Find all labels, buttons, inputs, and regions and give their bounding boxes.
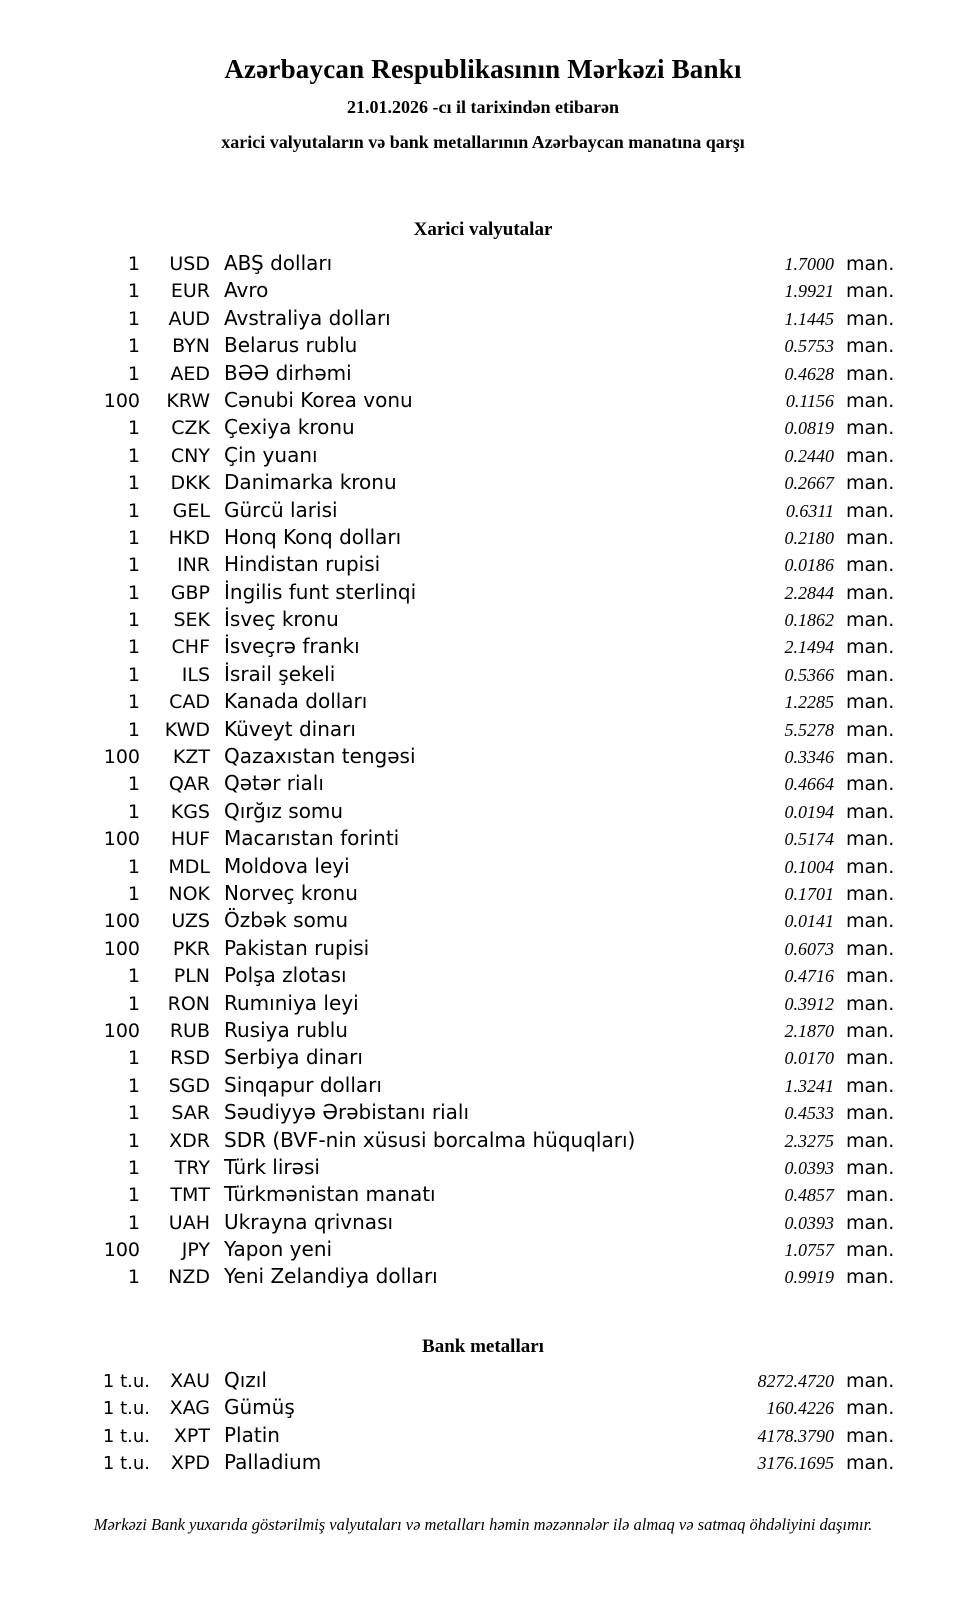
rate-units: 1 <box>127 253 140 275</box>
rate-value: 0.0819 <box>784 418 834 439</box>
rate-value: 1.1445 <box>784 308 834 329</box>
currency-row <box>58 470 908 497</box>
rate-unit-label: man. <box>846 828 895 851</box>
rate-value: 0.0393 <box>784 1157 834 1178</box>
rate-units: 1 <box>127 855 140 878</box>
rate-unit-label: man. <box>846 1452 895 1475</box>
currency-row <box>58 552 908 579</box>
currency-row <box>58 963 908 990</box>
currency-row <box>58 908 908 935</box>
rate-units: 1 <box>127 526 140 549</box>
rate-units: 100 <box>103 746 140 769</box>
rate-value: 1.0757 <box>784 1240 834 1261</box>
rate-value: 0.0141 <box>784 911 834 932</box>
currency-name: Qırğız somu <box>224 798 344 823</box>
rate-unit-label: man. <box>846 389 895 412</box>
currencies-table <box>58 251 908 1292</box>
rate-value: 0.4533 <box>784 1103 834 1124</box>
currency-code: CHF <box>171 636 210 659</box>
currency-code: BYN <box>172 335 210 358</box>
rate-unit-label: man. <box>846 691 895 714</box>
currency-name: Sinqapur dolları <box>224 1072 382 1097</box>
currency-name: Türkmənistan manatı <box>224 1182 436 1207</box>
currency-code: XAG <box>169 1397 210 1420</box>
currency-name: Moldova leyi <box>224 853 350 878</box>
rate-units: 1 <box>127 663 140 686</box>
rate-units: 1 <box>127 1156 140 1179</box>
currency-name: Platin <box>224 1422 280 1447</box>
rate-unit-label: man. <box>846 882 895 905</box>
currency-name: Səudiyyə Ərəbistanı rialı <box>224 1100 470 1125</box>
metal-row <box>58 1368 908 1395</box>
rate-units: 1 <box>127 882 140 905</box>
rate-units: 1 <box>127 718 140 741</box>
rate-units: 1 <box>127 609 140 632</box>
rate-unit-label: man. <box>846 663 895 686</box>
rate-value: 0.6073 <box>784 938 834 959</box>
rate-unit-label: man. <box>846 773 895 796</box>
currency-code: PLN <box>173 965 210 988</box>
currency-row <box>58 936 908 963</box>
currency-code: AED <box>170 362 210 385</box>
rate-units: 1 <box>127 992 140 1015</box>
rate-value: 0.2180 <box>784 527 834 548</box>
currency-code: RON <box>167 992 210 1015</box>
rate-units: 100 <box>103 828 140 851</box>
rate-unit-label: man. <box>846 1239 895 1262</box>
rate-unit-label: man. <box>846 1129 895 1152</box>
rate-value: 0.4857 <box>784 1185 834 1206</box>
rate-unit-label: man. <box>846 472 895 495</box>
currency-name: Danimarka kronu <box>224 470 397 495</box>
currency-code: XDR <box>169 1129 210 1152</box>
currency-name: Avstraliya dolları <box>224 305 391 330</box>
document-date-line: 21.01.2026 -cı il tarixindən etibarən <box>347 97 619 117</box>
currency-code: INR <box>176 554 210 577</box>
rate-value: 0.1701 <box>784 883 834 904</box>
rate-units: 1 <box>127 362 140 385</box>
currency-name: Türk lirəsi <box>224 1154 320 1179</box>
rate-unit-label: man. <box>846 526 895 549</box>
currency-code: PKR <box>172 937 210 960</box>
currency-row <box>58 854 908 881</box>
metals-table <box>58 1368 908 1478</box>
rate-value: 3176.1695 <box>757 1453 834 1474</box>
rate-value: 0.5753 <box>784 336 834 357</box>
rate-value: 4178.3790 <box>757 1425 834 1446</box>
rate-units: 1 <box>127 773 140 796</box>
rate-units: 1 <box>127 280 140 303</box>
currency-name: Serbiya dinarı <box>224 1045 363 1070</box>
currency-code: CZK <box>171 417 210 440</box>
currency-row <box>58 580 908 607</box>
rate-units: 1 <box>127 1184 140 1207</box>
currency-row <box>58 415 908 442</box>
rate-value: 2.2844 <box>784 582 834 603</box>
rate-unit-label: man. <box>846 1156 895 1179</box>
rate-unit-label: man. <box>846 800 895 823</box>
rate-value: 0.0170 <box>784 1048 834 1069</box>
rate-value: 2.3275 <box>784 1130 834 1151</box>
currency-row <box>58 1237 908 1264</box>
currency-row <box>58 991 908 1018</box>
currency-name: Belarus rublu <box>224 333 358 358</box>
rate-unit-label: man. <box>846 1184 895 1207</box>
rate-units: 1 <box>127 1047 140 1070</box>
rate-value: 0.4628 <box>784 363 834 384</box>
currency-row <box>58 443 908 470</box>
currency-row <box>58 1100 908 1127</box>
currencies-section-heading: Xarici valyutalar <box>413 219 553 240</box>
rate-value: 0.1862 <box>784 610 834 631</box>
rate-units: 1 <box>127 1129 140 1152</box>
rate-unit-label: man. <box>846 1397 895 1420</box>
rate-value: 5.5278 <box>784 719 834 740</box>
rate-value: 0.3346 <box>784 747 834 768</box>
rate-units: 100 <box>103 910 140 933</box>
rate-unit-label: man. <box>846 636 895 659</box>
rate-unit-label: man. <box>846 718 895 741</box>
rate-unit-label: man. <box>846 1424 895 1447</box>
rate-unit-label: man. <box>846 937 895 960</box>
currency-code: JPY <box>181 1239 210 1262</box>
currency-code: SGD <box>168 1074 210 1097</box>
rate-value: 0.1004 <box>784 856 834 877</box>
rate-value: 2.1494 <box>784 637 834 658</box>
rate-unit-label: man. <box>846 965 895 988</box>
rate-units: 1 <box>127 417 140 440</box>
currency-name: İsrail şekeli <box>224 661 336 686</box>
currency-name: Polşa zlotası <box>224 963 347 988</box>
currency-name: Gürcü larisi <box>224 497 338 522</box>
rate-units: 1 <box>127 1266 140 1289</box>
rate-unit-label: man. <box>846 335 895 358</box>
page-title: Azərbaycan Respublikasının Mərkəzi Bankı <box>224 54 742 84</box>
rate-unit-label: man. <box>846 746 895 769</box>
rate-value: 1.7000 <box>784 254 834 274</box>
currency-row <box>58 306 908 333</box>
rate-unit-label: man. <box>846 1047 895 1070</box>
currency-name: Küveyt dinarı <box>224 716 356 741</box>
rate-value: 0.4716 <box>784 966 834 987</box>
currency-code: AUD <box>168 307 210 330</box>
rate-unit-label: man. <box>846 1266 895 1289</box>
currency-code: SAR <box>171 1102 210 1125</box>
currency-row <box>58 1018 908 1045</box>
currency-row <box>58 1128 908 1155</box>
currency-name: Gümüş <box>224 1395 295 1420</box>
rate-units: 100 <box>103 1239 140 1262</box>
currency-name: SDR (BVF-nin xüsusi borcalma hüquqları) <box>224 1127 636 1152</box>
currency-row <box>58 498 908 525</box>
rate-unit-label: man. <box>846 609 895 632</box>
rate-units: 1 <box>127 1074 140 1097</box>
currency-name: Çexiya kronu <box>224 415 355 440</box>
rate-unit-label: man. <box>846 581 895 604</box>
currency-code: TMT <box>170 1184 210 1207</box>
rate-units: 100 <box>103 389 140 412</box>
currency-name: Ukrayna qrivnası <box>224 1209 394 1234</box>
currency-code: KRW <box>166 389 210 412</box>
rate-units: 1 <box>127 499 140 522</box>
currency-row <box>58 1045 908 1072</box>
rate-value: 160.4226 <box>766 1398 834 1419</box>
currency-code: USD <box>169 253 210 275</box>
rate-units: 1 <box>127 636 140 659</box>
currency-code: MDL <box>168 855 210 878</box>
currency-name: Cənubi Korea vonu <box>224 387 413 412</box>
rate-value: 1.2285 <box>784 692 834 713</box>
currency-code: RSD <box>170 1047 210 1070</box>
document-description-line: xarici valyutaların və bank metallarının Azərbaycan manatına qarşı <box>221 132 745 152</box>
rate-value: 0.0186 <box>784 555 834 576</box>
currency-name: Yeni Zelandiya dolları <box>224 1264 438 1289</box>
rate-units: 1 <box>127 554 140 577</box>
currency-code: XAU <box>170 1369 210 1392</box>
metal-row <box>58 1450 908 1477</box>
currency-name: Çin yuanı <box>224 442 318 467</box>
rate-unit-label: man. <box>846 280 895 303</box>
currency-name: Kanada dolları <box>224 689 368 714</box>
rate-value: 0.3912 <box>784 993 834 1014</box>
currency-code: NZD <box>168 1266 210 1289</box>
rate-unit-label: man. <box>846 417 895 440</box>
currency-code: XPD <box>170 1452 210 1475</box>
currency-name: İsveç kronu <box>224 607 339 632</box>
rate-unit-label: man. <box>846 855 895 878</box>
rate-units: 1 <box>127 691 140 714</box>
rate-unit-label: man. <box>846 1102 895 1125</box>
metal-row <box>58 1395 908 1422</box>
currency-row <box>58 881 908 908</box>
currency-code: HUF <box>170 828 210 851</box>
rate-unit-label: man. <box>846 362 895 385</box>
currency-row <box>58 771 908 798</box>
rate-units: 1 <box>127 581 140 604</box>
currency-row <box>58 634 908 661</box>
rate-unit-label: man. <box>846 253 895 275</box>
currency-code: XPT <box>173 1424 210 1447</box>
rate-units: 1 t.u. <box>102 1453 150 1475</box>
currency-code: GEL <box>172 499 210 522</box>
currency-name: Macarıstan forinti <box>224 826 400 851</box>
rate-units: 1 <box>127 965 140 988</box>
currency-code: CAD <box>169 691 210 714</box>
rate-value: 0.4664 <box>784 774 834 795</box>
rate-value: 0.9919 <box>784 1267 834 1288</box>
footnote: Mərkəzi Bank yuxarıda göstərilmiş valyutaları və metalları həmin məzənnələr ilə almaq və satmaq öhdəliyini daşımır. <box>93 1515 873 1535</box>
currency-code: DKK <box>170 472 210 495</box>
rate-unit-label: man. <box>846 1211 895 1234</box>
currency-row <box>58 361 908 388</box>
rate-unit-label: man. <box>846 910 895 933</box>
rate-units: 1 <box>127 1211 140 1234</box>
currency-name: Yapon yeni <box>224 1237 333 1262</box>
rate-units: 1 t.u. <box>102 1398 150 1420</box>
currency-name: Hindistan rupisi <box>224 552 381 577</box>
currency-row <box>58 826 908 853</box>
currency-name: ABŞ dolları <box>224 251 333 275</box>
currency-row <box>58 388 908 415</box>
currency-name: Norveç kronu <box>224 880 358 905</box>
currency-code: KGS <box>170 800 210 823</box>
currency-code: TRY <box>174 1156 210 1179</box>
currency-name: Honq Konq dolları <box>224 524 402 549</box>
currency-row <box>58 1264 908 1291</box>
currency-name: Qazaxıstan tengəsi <box>224 744 416 769</box>
currency-row <box>58 525 908 552</box>
rate-value: 1.3241 <box>784 1075 834 1096</box>
currency-code: RUB <box>169 1019 210 1042</box>
currency-name: Pakistan rupisi <box>224 935 370 960</box>
rate-units: 1 t.u. <box>102 1425 150 1447</box>
currency-code: UAH <box>168 1211 210 1234</box>
currency-code: UZS <box>171 910 210 933</box>
rate-value: 0.0194 <box>784 801 834 822</box>
currency-row <box>58 1073 908 1100</box>
currency-row <box>58 689 908 716</box>
currency-code: NOK <box>168 882 210 905</box>
metals-section-heading: Bank metalları <box>422 1335 544 1357</box>
currency-row <box>58 251 908 278</box>
currency-row <box>58 717 908 744</box>
currency-name: Rumıniya leyi <box>224 990 359 1015</box>
rate-unit-label: man. <box>846 1369 895 1392</box>
rate-value: 8272.4720 <box>757 1370 834 1391</box>
currency-row <box>58 278 908 305</box>
rate-unit-label: man. <box>846 992 895 1015</box>
rate-unit-label: man. <box>846 554 895 577</box>
currency-name: Palladium <box>224 1450 322 1475</box>
currency-name: Qızıl <box>224 1367 267 1392</box>
currency-name: BƏƏ dirhəmi <box>224 360 352 385</box>
rate-unit-label: man. <box>846 1019 895 1042</box>
currency-code: GBP <box>170 581 210 604</box>
currency-name: İsveçrə frankı <box>224 634 360 659</box>
rate-unit-label: man. <box>846 307 895 330</box>
rate-value: 1.9921 <box>784 281 834 302</box>
rate-unit-label: man. <box>846 499 895 522</box>
currency-row <box>58 662 908 689</box>
currency-code: HKD <box>168 526 210 549</box>
rate-value: 0.5174 <box>784 829 834 850</box>
rate-value: 0.0393 <box>784 1212 834 1233</box>
rate-units: 1 <box>127 307 140 330</box>
rate-units: 100 <box>103 937 140 960</box>
currency-row <box>58 744 908 771</box>
rate-units: 1 <box>127 335 140 358</box>
currency-name: Avro <box>224 278 269 303</box>
currency-row <box>58 799 908 826</box>
rate-units: 100 <box>103 1019 140 1042</box>
rate-unit-label: man. <box>846 1074 895 1097</box>
rate-units: 1 <box>127 1102 140 1125</box>
currency-name: Qətər rialı <box>224 771 324 796</box>
currency-code: SEK <box>173 609 210 632</box>
currency-row <box>58 1155 908 1182</box>
currency-name: İngilis funt sterlinqi <box>224 579 417 604</box>
currency-name: Özbək somu <box>224 908 348 933</box>
currency-row <box>58 1210 908 1237</box>
currency-code: QAR <box>168 773 210 796</box>
currency-code: KWD <box>164 718 210 741</box>
rate-value: 0.2667 <box>784 473 834 494</box>
currency-name: Rusiya rublu <box>224 1017 348 1042</box>
currency-row <box>58 1182 908 1209</box>
rate-value: 0.2440 <box>784 445 834 466</box>
metal-row <box>58 1423 908 1450</box>
currency-code: ILS <box>181 663 210 686</box>
rate-units: 1 <box>127 472 140 495</box>
rate-units: 1 <box>127 444 140 467</box>
currency-row <box>58 607 908 634</box>
rate-value: 0.1156 <box>785 390 834 411</box>
rate-value: 2.1870 <box>784 1020 834 1041</box>
currency-row <box>58 333 908 360</box>
rate-value: 0.6311 <box>785 500 834 521</box>
currency-code: EUR <box>170 280 210 303</box>
currency-code: KZT <box>172 746 210 769</box>
currency-code: CNY <box>170 444 210 467</box>
rate-value: 0.5366 <box>784 664 834 685</box>
rate-unit-label: man. <box>846 444 895 467</box>
rate-units: 1 <box>127 800 140 823</box>
rate-units: 1 t.u. <box>102 1370 150 1392</box>
